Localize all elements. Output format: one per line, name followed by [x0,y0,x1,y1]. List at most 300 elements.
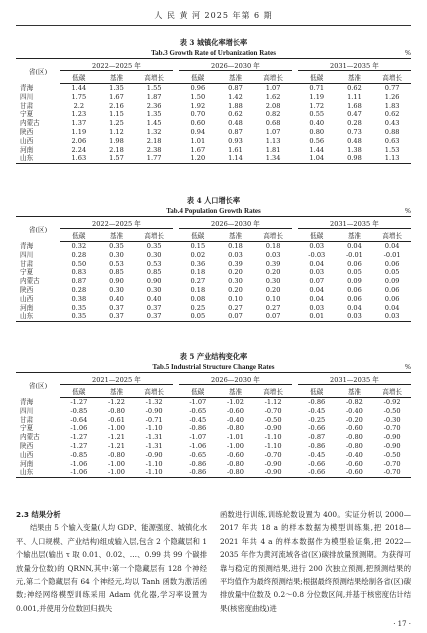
table-row [16,304,411,313]
value-cell: -0.70 [264,406,282,415]
value-cell: -0.92 [383,398,401,406]
scenario-header: 基准 [336,385,374,398]
table-3-unit: % [404,49,411,57]
table-row [16,154,411,163]
value-cell: 2.36 [146,101,162,110]
region-cell: 青海 [20,241,34,250]
value-cell: 0.40 [309,119,325,128]
value-cell: 0.94 [190,127,206,136]
scenario-header: 低碳 [179,71,217,84]
value-cell: -0.20 [345,415,363,424]
value-cell: -0.90 [145,406,163,415]
value-cell: -0.60 [226,406,244,415]
value-cell: -1.10 [264,433,282,442]
value-cell: -0.80 [108,450,125,459]
value-cell: 0.27 [190,277,206,286]
value-cell: 1.57 [98,154,136,163]
table-row [16,110,411,119]
value-cell: 0.30 [146,250,162,259]
value-cell: 0.03 [336,312,374,321]
table-row [16,407,411,416]
value-cell: 1.32 [146,127,162,136]
value-cell: -0.40 [345,450,363,459]
value-cell: 0.37 [98,312,136,321]
value-cell: 1.50 [190,92,206,101]
value-cell: 2.16 [109,101,124,110]
value-cell: -0.64 [70,415,88,424]
value-cell: 0.37 [135,312,173,321]
value-cell: 0.28 [71,250,87,259]
value-cell: 0.68 [265,119,281,128]
table-5 [16,352,411,478]
value-cell: -1.21 [108,441,125,450]
region-cell: 陕西 [20,285,34,294]
value-cell: -0.85 [70,450,88,459]
value-cell: 0.27 [265,303,281,312]
value-cell: 1.38 [347,145,362,154]
value-cell: -0.50 [383,450,401,459]
value-cell: -1.31 [145,441,163,450]
value-cell: -0.70 [373,468,411,477]
table-row [16,137,411,146]
value-cell: 0.20 [228,285,243,294]
page-number: · 17 · [393,620,411,628]
value-cell: -1.06 [189,441,207,450]
value-cell: 0.32 [71,242,87,250]
scenario-header: 高增长 [254,385,292,398]
table-4-grid [16,216,411,322]
region-cell: 青海 [20,83,34,92]
value-cell: 0.77 [384,84,400,92]
region-cell: 宁夏 [20,110,34,119]
value-cell: 0.40 [146,294,162,303]
value-cell: 1.88 [228,101,243,110]
value-cell: 0.07 [217,312,255,321]
value-cell: -0.70 [383,459,401,468]
value-cell: -0.86 [179,468,217,477]
value-cell: 0.18 [190,268,206,277]
value-cell: 1.25 [109,119,124,128]
value-cell: 1.61 [228,145,243,154]
scenario-header: 高增长 [254,229,292,242]
value-cell: -0.86 [308,441,326,450]
value-cell: 0.90 [146,277,162,286]
region-cell: 河南 [20,303,34,312]
value-cell: 0.05 [347,268,362,277]
value-cell: 0.48 [228,119,243,128]
value-cell: 1.44 [71,84,87,92]
scenario-header: 高增长 [135,229,173,242]
value-cell: -1.31 [145,433,163,442]
value-cell: -0.80 [345,433,363,442]
right-column [220,508,411,615]
value-cell: 0.48 [347,136,362,145]
scenario-header: 低碳 [179,385,217,398]
value-cell: -0.50 [383,406,401,415]
value-cell: -0.03 [308,250,326,259]
period-header: 2031—2035 年 [298,60,411,71]
value-cell: 0.06 [384,285,400,294]
value-cell: 0.04 [347,242,362,250]
region-cell: 陕西 [20,127,34,136]
value-cell: 2.08 [265,101,281,110]
value-cell: -0.80 [108,406,125,415]
table-row [16,251,411,260]
value-cell: -0.60 [345,459,363,468]
value-cell: 1.01 [190,136,206,145]
value-cell: -0.01 [383,250,401,259]
running-head: 人 民 黄 河 2025 年第 6 期 [154,11,273,20]
value-cell: -0.82 [345,398,363,406]
region-cell: 甘肃 [20,415,34,424]
value-cell: -1.27 [70,398,88,406]
value-cell: 1.67 [109,92,124,101]
value-cell: -0.90 [264,424,282,433]
value-cell: -0.66 [308,459,326,468]
region-cell: 内蒙古 [20,119,40,128]
value-cell: 1.07 [265,127,281,136]
value-cell: -1.06 [60,468,98,477]
value-cell: 1.53 [384,145,400,154]
value-cell: 1.77 [135,154,173,163]
value-cell: 1.75 [71,92,87,101]
value-cell: 0.83 [71,268,87,277]
value-cell: 0.87 [228,84,243,92]
value-cell: 2.18 [146,136,162,145]
value-cell: -0.86 [308,398,326,406]
value-cell: 0.18 [265,242,281,250]
left-paragraph: 结果由 5 个输入变量(人均 GDP、能源强度、城镇化水平、人口规模、产业结构)组成输入层,包含 2 个隐藏层和 1 个输出层(输出 τ 取 0.01、0.02、…、0.99 共 99 个碳排放量分位数)的 QRNN,其中:第一个隐藏层有 128 个神经元,第二个隐藏层有 64 个神经元,均以 Tanh 函数为激活函数;神经网络模型训练采用 Adam 优化器,学习率设置为 0.001,并使用分位数回归损失 [16,523,207,613]
value-cell: -1.02 [226,398,244,406]
value-cell: 0.06 [347,285,362,294]
value-cell: -1.21 [108,433,125,442]
value-cell: 0.04 [309,294,325,303]
value-cell: 0.37 [109,303,124,312]
scenario-header: 基准 [217,229,255,242]
value-cell: 0.70 [190,110,206,119]
table-3 [16,38,411,164]
region-cell: 宁夏 [20,424,34,433]
value-cell: 0.88 [384,127,400,136]
period-header: 2031—2035 年 [298,218,411,229]
value-cell: -1.00 [108,424,125,433]
scenario-header: 高增长 [373,229,411,242]
scenario-header: 基准 [336,71,374,84]
value-cell: -1.01 [226,433,244,442]
region-cell: 山西 [20,136,34,145]
value-cell: 0.43 [384,119,400,128]
value-cell: 1.62 [265,92,281,101]
table-row [16,416,411,425]
region-cell: 山东 [16,154,60,163]
table-row [16,312,411,321]
value-cell: 1.37 [71,119,87,128]
value-cell: 2.18 [109,145,124,154]
value-cell: 1.20 [179,154,217,163]
table-row [16,242,411,251]
value-cell: -1.10 [135,468,173,477]
value-cell: -0.70 [383,424,401,433]
value-cell: 0.85 [109,268,124,277]
value-cell: 0.85 [146,268,162,277]
value-cell: -0.90 [254,468,292,477]
scenario-header: 低碳 [179,229,217,242]
value-cell: 0.03 [228,250,243,259]
value-cell: 0.06 [384,294,400,303]
period-header: 2026—2030 年 [179,374,292,385]
table-5-unit: % [404,363,411,371]
value-cell: 0.03 [309,303,325,312]
value-cell: -0.70 [264,450,282,459]
value-cell: 0.03 [373,312,411,321]
value-cell: -1.10 [145,424,163,433]
table-4-title-cn: 表 4 人口增长率 [186,196,241,205]
table-4-unit: % [404,207,411,215]
value-cell: -0.25 [308,415,326,424]
value-cell: -0.90 [383,441,401,450]
region-header: 省(区) [16,373,60,398]
table-row [16,119,411,128]
table-3-title-cn: 表 3 城镇化率增长率 [179,38,248,47]
value-cell: 0.60 [190,119,206,128]
value-cell: -0.01 [345,250,363,259]
table-5-title-en: Tab.5 Industrial Structure Change Rates [152,363,275,371]
value-cell: 1.04 [298,154,336,163]
table-row [16,451,411,460]
value-cell: 0.35 [71,303,87,312]
region-header: 省(区) [16,59,60,84]
value-cell: 0.06 [347,294,362,303]
value-cell: -1.00 [108,459,125,468]
value-cell: 0.37 [146,303,162,312]
value-cell: -0.90 [383,433,401,442]
value-cell: 1.42 [228,92,243,101]
value-cell: 0.15 [190,242,206,250]
value-cell: -1.27 [70,433,88,442]
value-cell: -0.66 [298,468,336,477]
table-5-title-cn: 表 5 产业结构变化率 [179,352,248,361]
period-header: 2021—2025 年 [60,374,173,385]
table-row [16,433,411,442]
value-cell: 0.10 [228,294,243,303]
value-cell: -1.00 [226,441,244,450]
value-cell: -0.90 [264,459,282,468]
value-cell: 0.28 [347,119,362,128]
table-row [16,398,411,407]
value-cell: 0.62 [384,110,400,119]
value-cell: -0.45 [308,450,326,459]
table-3-grid [16,58,411,164]
table-row [16,442,411,451]
value-cell: 0.62 [228,110,243,119]
value-cell: -0.71 [145,415,163,424]
value-cell: 1.81 [265,145,281,154]
value-cell: 1.34 [254,154,292,163]
value-cell: 0.05 [384,268,400,277]
value-cell: 0.35 [60,312,98,321]
value-cell: 0.09 [384,277,400,286]
value-cell: 0.39 [228,259,243,268]
value-cell: 0.06 [384,259,400,268]
region-cell: 甘肃 [20,101,34,110]
value-cell: -1.22 [108,398,125,406]
value-cell: 0.47 [347,110,362,119]
value-cell: 0.87 [228,127,243,136]
value-cell: 0.30 [146,285,162,294]
value-cell: -0.65 [189,406,207,415]
scenario-header: 高增长 [254,71,292,84]
value-cell: 1.44 [309,145,325,154]
value-cell: 0.27 [228,303,243,312]
region-cell: 四川 [20,250,34,259]
region-cell: 河南 [20,459,34,468]
value-cell: 0.04 [384,242,400,250]
value-cell: 0.30 [109,250,124,259]
period-header: 2026—2030 年 [179,218,292,229]
value-cell: 0.82 [265,110,281,119]
value-cell: -0.45 [189,415,207,424]
value-cell: -1.12 [264,398,282,406]
period-header: 2026—2030 年 [179,60,292,71]
value-cell: 2.38 [146,145,162,154]
value-cell: -0.60 [345,424,363,433]
value-cell: -1.06 [70,459,88,468]
value-cell: 0.04 [384,303,400,312]
value-cell: -1.10 [264,441,282,450]
value-cell: 0.53 [146,259,162,268]
value-cell: -0.61 [108,415,125,424]
region-header: 省(区) [16,217,60,242]
value-cell: 0.90 [109,277,124,286]
table-row [16,84,411,93]
value-cell: -0.50 [264,415,282,424]
table-row [16,260,411,269]
value-cell: -0.86 [189,459,207,468]
value-cell: 0.39 [265,259,281,268]
table-row [16,277,411,286]
table-4-title-en: Tab.4 Population Growth Rates [166,207,261,215]
value-cell: 0.62 [347,84,362,92]
value-cell: -0.60 [226,450,244,459]
value-cell: 1.15 [109,110,124,119]
value-cell: 1.45 [146,119,162,128]
region-cell: 内蒙古 [20,433,40,442]
value-cell: -0.40 [226,415,244,424]
value-cell: 0.40 [109,294,124,303]
value-cell: 1.92 [190,101,206,110]
value-cell: 1.98 [109,136,124,145]
value-cell: 2.24 [71,145,87,154]
value-cell: 0.18 [190,285,206,294]
value-cell: -0.65 [189,450,207,459]
table-row [16,146,411,155]
period-header: 2022—2025 年 [60,60,173,71]
value-cell: -0.66 [308,424,326,433]
value-cell: 0.09 [347,277,362,286]
right-paragraph: 函数进行训练,训练轮数设置为 400。实证分析以 2000—2017 年共 18 a 的样本数据为模型训练集,把 2018—2021 年共 4 a 的样本数据作为模型验证集,把 2022—2035 年作为黄河流域各省(区)碳排放量预测期。为获得可靠与稳定的预测结果,进行 200 次独立预测,把预测结果的平均值作为最终预测结果;根据最终预测结果绘制各省(区)碳排放量中位数及 0.2～0.8 分位数区间,并基于核密度估计结果(核密度曲线)进 [220,510,411,613]
value-cell: 2.06 [71,136,87,145]
value-cell: 0.56 [309,136,325,145]
left-column [16,508,207,615]
table-5-grid [16,372,411,478]
value-cell: -1.06 [70,424,88,433]
table-row [16,128,411,137]
scenario-header: 高增长 [373,385,411,398]
value-cell: -1.10 [145,459,163,468]
value-cell: 0.03 [265,250,281,259]
value-cell: 0.30 [265,277,281,286]
value-cell: 0.30 [109,285,124,294]
region-cell: 四川 [20,92,34,101]
region-cell: 内蒙古 [20,277,40,286]
value-cell: 0.53 [109,259,124,268]
value-cell: 0.36 [190,259,206,268]
region-cell: 山东 [16,468,60,477]
table-row [16,286,411,295]
value-cell: 1.83 [384,101,400,110]
value-cell: -0.86 [189,424,207,433]
table-row [16,102,411,111]
table-row [16,468,411,477]
value-cell: 1.35 [109,84,124,92]
section-heading: 2.3 结果分析 [16,510,61,519]
header-rule [16,25,411,26]
value-cell: 1.13 [373,154,411,163]
scenario-header: 高增长 [135,71,173,84]
value-cell: 0.02 [190,250,206,259]
value-cell: 0.20 [265,285,281,294]
value-cell: 0.71 [309,84,325,92]
value-cell: 0.87 [71,277,87,286]
value-cell: 1.07 [265,84,281,92]
table-4 [16,196,411,322]
value-cell: 0.30 [228,277,243,286]
value-cell: 0.35 [109,242,124,250]
value-cell: -0.60 [336,468,374,477]
value-cell: 1.72 [309,101,325,110]
table-row [16,93,411,102]
value-cell: -0.80 [345,441,363,450]
value-cell: 0.25 [190,303,206,312]
value-cell: 1.55 [146,84,162,92]
scenario-header: 基准 [98,229,136,242]
region-cell: 河南 [20,145,34,154]
value-cell: 1.26 [384,92,400,101]
value-cell: 0.06 [347,259,362,268]
value-cell: 0.18 [228,242,243,250]
region-cell: 青海 [20,397,34,406]
value-cell: -1.07 [189,398,207,406]
value-cell: 1.35 [146,110,162,119]
scenario-header: 基准 [217,71,255,84]
value-cell: 1.23 [71,110,87,119]
value-cell: -0.80 [217,468,255,477]
value-cell: 0.07 [254,312,292,321]
value-cell: 1.63 [60,154,98,163]
value-cell: 0.80 [309,127,325,136]
value-cell: 1.19 [71,127,87,136]
value-cell: 0.05 [179,312,217,321]
value-cell: 0.07 [309,277,325,286]
table-row [16,424,411,433]
value-cell: 1.87 [146,92,162,101]
value-cell: 0.50 [71,259,87,268]
scenario-header: 低碳 [298,229,336,242]
value-cell: -0.40 [345,406,363,415]
value-cell: -0.45 [308,406,326,415]
value-cell: -0.30 [383,415,401,424]
value-cell: 0.04 [309,259,325,268]
